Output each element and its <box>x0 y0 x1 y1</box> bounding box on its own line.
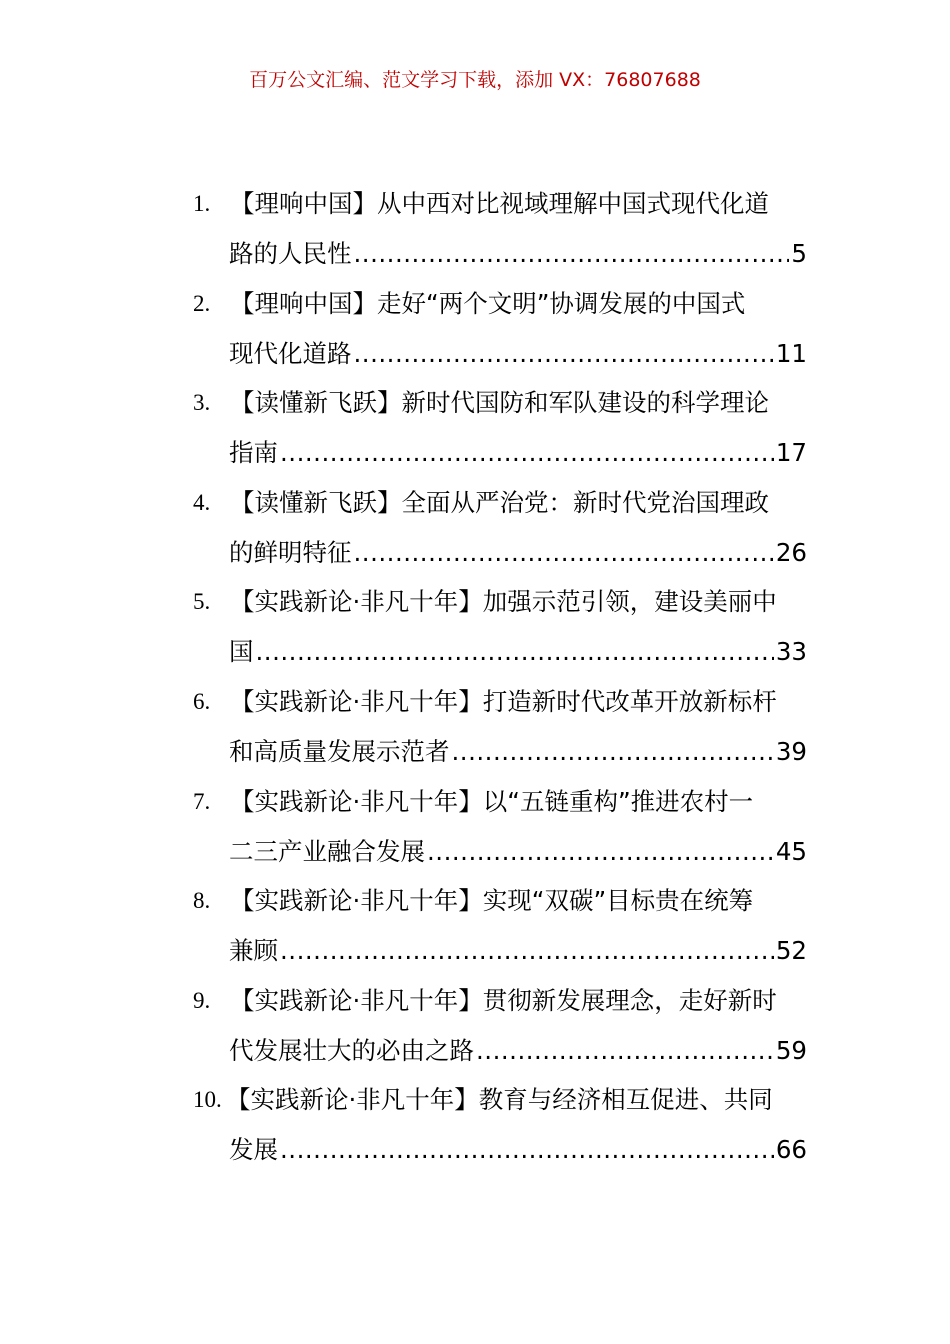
toc-entry-title: 【实践新论·非凡十年】加强示范引领，建设美丽中 <box>230 587 777 617</box>
toc-entry-1[interactable] <box>0 180 950 280</box>
toc-entry-title-tail: 路的人民性 <box>229 239 352 268</box>
toc-entry-number: 9. <box>193 987 211 1013</box>
toc-entry-page-number: 26 <box>775 537 807 567</box>
toc-entry-title-continuation <box>229 931 807 971</box>
toc-entry-title-tail: 二三产业融合发展 <box>229 836 425 866</box>
toc-entry-page-number: 5 <box>791 239 807 268</box>
toc-entry-title-tail: 的鲜明特征 <box>229 537 352 567</box>
toc-entry-title-continuation <box>229 1031 807 1071</box>
toc-entry-6[interactable] <box>0 678 950 778</box>
toc-entry-page-number: 39 <box>775 736 807 766</box>
toc-leader-dots <box>280 931 774 971</box>
toc-entry-title: 【实践新论·非凡十年】实现“双碳”目标贵在统筹 <box>230 886 754 916</box>
toc-entry-8[interactable] <box>0 877 950 977</box>
toc-entry-page-number: 45 <box>775 836 807 866</box>
toc-leader-dots <box>280 1130 774 1170</box>
toc-entry-title-tail: 国 <box>229 637 254 667</box>
toc-entry-4[interactable] <box>0 479 950 579</box>
toc-entry-10[interactable] <box>0 1076 950 1176</box>
toc-entry-title-continuation <box>229 732 807 772</box>
toc-entry-title: 【实践新论·非凡十年】贯彻新发展理念，走好新时 <box>230 985 777 1015</box>
toc-entry-page-number: 52 <box>775 936 807 966</box>
toc-entry-title-tail: 代发展壮大的必由之路 <box>229 1035 474 1065</box>
toc-leader-dots <box>280 433 774 473</box>
toc-leader-dots <box>354 334 774 374</box>
toc-entry-page-number: 59 <box>775 1035 807 1065</box>
toc-entry-title-tail: 指南 <box>229 438 278 468</box>
toc-entry-page-number: 11 <box>775 338 807 368</box>
toc-leader-dots <box>452 732 774 772</box>
toc-entry-title-continuation <box>229 533 807 573</box>
toc-entry-page-number: 66 <box>775 1135 807 1165</box>
toc-leader-dots <box>354 533 774 573</box>
toc-entry-number: 3. <box>193 390 211 416</box>
toc-entry-title-continuation <box>229 433 807 473</box>
document-header: 百万公文汇编、范文学习下载，添加 VX：76807688 <box>249 69 701 91</box>
toc-leader-dots <box>427 832 774 872</box>
toc-entry-number: 8. <box>193 888 211 914</box>
toc-leader-dots <box>354 234 790 274</box>
toc-entry-title-tail: 发展 <box>229 1135 278 1165</box>
toc-entry-number: 5. <box>193 589 211 615</box>
toc-entry-title-tail: 和高质量发展示范者 <box>229 736 450 766</box>
toc-entry-title-continuation <box>229 832 807 872</box>
toc-entry-3[interactable] <box>0 379 950 479</box>
toc-entry-page-number: 33 <box>775 637 807 667</box>
table-of-contents <box>0 180 950 1176</box>
toc-entry-title: 【读懂新飞跃】全面从严治党：新时代党治国理政 <box>230 487 769 517</box>
toc-entry-title: 【读懂新飞跃】新时代国防和军队建设的科学理论 <box>230 388 769 418</box>
toc-entry-2[interactable] <box>0 280 950 380</box>
toc-entry-title-continuation <box>229 234 807 274</box>
toc-entry-title-continuation <box>229 1130 807 1170</box>
toc-entry-title-continuation <box>229 334 807 374</box>
toc-entry-page-number: 17 <box>775 438 807 468</box>
toc-entry-title: 【理响中国】从中西对比视域理解中国式现代化道 <box>230 189 769 218</box>
toc-entry-title: 【实践新论·非凡十年】以“五链重构”推进农村一 <box>230 786 754 816</box>
toc-entry-number: 2. <box>193 290 211 316</box>
toc-entry-number: 10. <box>193 1087 222 1113</box>
toc-leader-dots <box>256 632 774 672</box>
toc-entry-number: 7. <box>193 788 211 814</box>
toc-entry-5[interactable] <box>0 578 950 678</box>
toc-entry-title-continuation <box>229 632 807 672</box>
toc-entry-number: 1. <box>193 191 211 216</box>
toc-entry-title: 【理响中国】走好“两个文明”协调发展的中国式 <box>230 288 746 318</box>
toc-entry-title: 【实践新论·非凡十年】打造新时代改革开放新标杆 <box>230 686 777 716</box>
toc-entry-number: 4. <box>193 489 211 515</box>
toc-entry-9[interactable] <box>0 977 950 1077</box>
toc-entry-7[interactable] <box>0 778 950 878</box>
toc-entry-title-tail: 现代化道路 <box>229 338 352 368</box>
toc-leader-dots <box>476 1031 774 1071</box>
toc-entry-number: 6. <box>193 688 211 714</box>
toc-entry-title: 【实践新论·非凡十年】教育与经济相互促进、共同 <box>226 1085 773 1115</box>
toc-entry-title-tail: 兼顾 <box>229 936 278 966</box>
